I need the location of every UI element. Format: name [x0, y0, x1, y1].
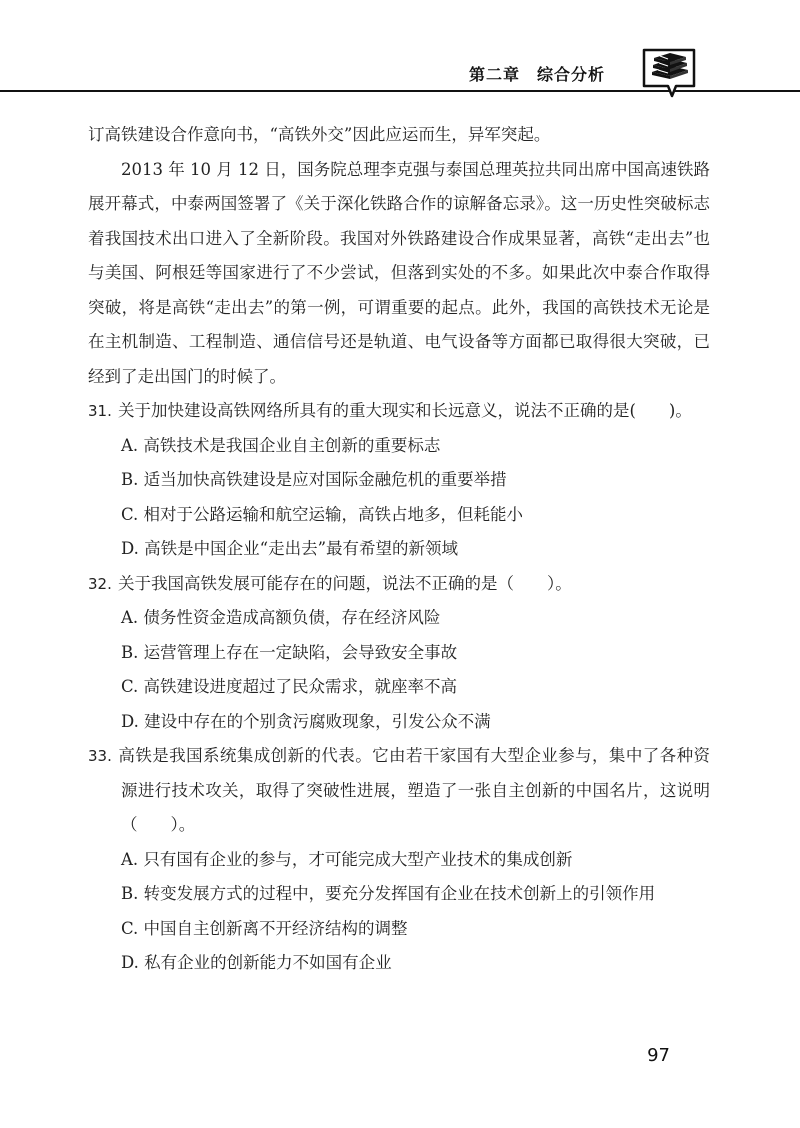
- question-33: [88, 739, 710, 981]
- option-a: A. 债务性资金造成高额负债，存在经济风险: [121, 608, 441, 627]
- question-31: [88, 394, 710, 567]
- option-c: C. 中国自主创新离不开经济结构的调整: [121, 918, 408, 938]
- option-d: D. 建设中存在的个别贪污腐败现象，引发公众不满: [121, 711, 491, 731]
- option-b: B. 转变发展方式的过程中，要充分发挥国有企业在技术创新上的引领作用: [121, 884, 656, 903]
- option-b: B. 适当加快高铁建设是应对国际金融危机的重要举措: [121, 470, 507, 489]
- option-d: D. 高铁是中国企业“走出去”最有希望的新领域: [121, 539, 459, 558]
- question-text: 高铁是我国系统集成创新的代表。它由若干家国有大型企业参与，集中了各种资源进行技术攻关，取得了突破性进展，塑造了一张自主创新的中国名片，这说明（ ）。: [118, 746, 710, 834]
- question-stem: [88, 567, 710, 602]
- option-a: A. 只有国有企业的参与，才可能完成大型产业技术的集成创新: [121, 849, 573, 869]
- option-d: D. 私有企业的创新能力不如国有企业: [121, 953, 392, 972]
- page-content: [88, 118, 710, 981]
- option-b: B. 运营管理上存在一定缺陷，会导致安全事故: [121, 642, 458, 662]
- question-32: [88, 567, 710, 740]
- book-stack-icon: [640, 46, 698, 98]
- question-text: 关于加快建设高铁网络所具有的重大现实和长远意义，说法不正确的是( )。: [118, 401, 692, 420]
- question-text: 关于我国高铁发展可能存在的问题，说法不正确的是（ ）。: [118, 573, 572, 593]
- option-c: C. 相对于公路运输和航空运输，高铁占地多，但耗能小: [121, 504, 524, 524]
- paragraph-continuation: 订高铁建设合作意向书，“高铁外交”因此应运而生，异军突起。: [88, 125, 551, 144]
- question-number: 32.: [88, 574, 112, 593]
- question-number: 31.: [88, 402, 112, 420]
- paragraph-body: 2013 年 10 月 12 日，国务院总理李克强与泰国总理英拉共同出席中国高速铁路展开幕式，中泰两国签署了《关于深化铁路合作的谅解备忘录》。这一历史性突破标志着我国技术出口进入了全新阶段。我国对外铁路建设合作成果显著，高铁“走出去”也与美国、阿根廷等国家进行了不少尝试，但落到实处的不多。如果此次中泰合作取得突破，将是高铁“走出去”的第一例，可谓重要的起点。此外，我国的高铁技术无论是在主机制造、工程制造、通信信号还是轨道、电气设备等方面都已取得很大突破，已经到了走出国门的时候了。: [88, 159, 710, 386]
- question-stem: [88, 394, 710, 429]
- page-header: [0, 0, 800, 100]
- question-stem: [88, 739, 710, 843]
- page-number: 97: [647, 1045, 670, 1066]
- option-c: C. 高铁建设进度超过了民众需求，就座率不高: [121, 677, 458, 696]
- chapter-title: 第二章 综合分析: [468, 65, 605, 84]
- option-a: A. 高铁技术是我国企业自主创新的重要标志: [121, 435, 441, 455]
- question-number: 33.: [88, 747, 112, 765]
